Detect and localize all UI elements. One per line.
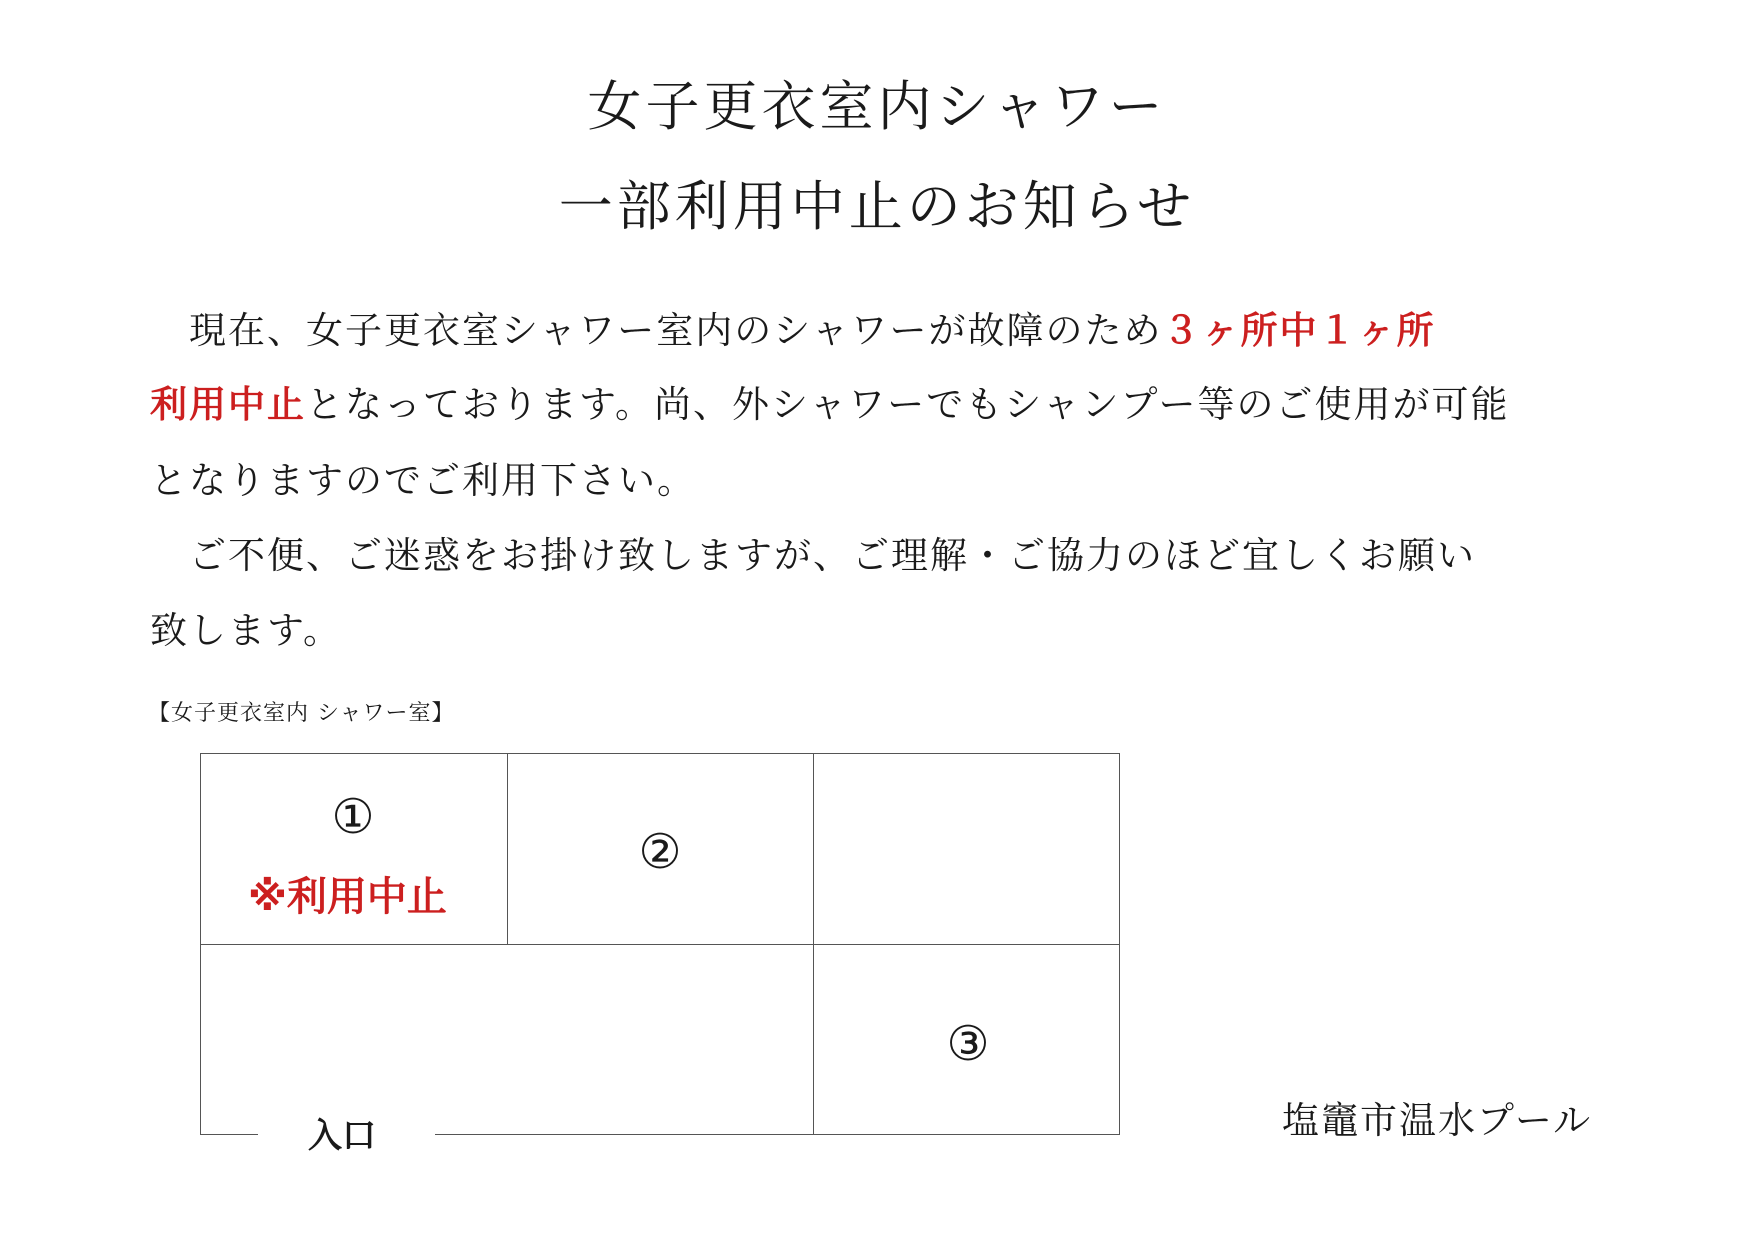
body-line-3: となりますのでご利用下さい。 [150,459,696,502]
body-line-1 [150,309,1436,352]
shower-floor-plan [200,753,1120,1156]
notice-title-line2: 一部利用中止のお知らせ [558,175,1196,238]
plan-wall-bottom-left [200,1134,258,1135]
body-text: 現在、女子更衣室シャワー室内のシャワーが故障のため [150,309,1163,352]
body-line-2 [150,383,1510,426]
booth-1-status: ※利用中止 [248,874,447,920]
booth-1-number: ① [331,789,375,845]
room-label: 【女子更衣室内 シャワー室】 [148,701,455,726]
body-line-4: ご不便、ご迷惑をお掛け致しますが、ご理解・ご協力のほど宜しくお願い [150,534,1476,577]
highlight-count: ３ヶ所中１ヶ所 [1162,309,1436,352]
plan-wall-top [200,753,1120,754]
body-line-5: 致します。 [150,609,343,652]
highlight-suspended: 利用中止 [150,383,306,426]
booth-3-number: ③ [946,1016,990,1072]
body-text: となっております。尚、外シャワーでもシャンプー等のご使用が可能 [306,383,1510,426]
entrance-label: 入口 [308,1116,376,1156]
plan-wall-center [813,753,814,1135]
notice-title-line1: 女子更衣室内シャワー [587,75,1167,138]
plan-wall-bottom-right [435,1134,1120,1135]
plan-wall-booth1-2 [507,753,508,944]
plan-wall-middle [200,944,1120,945]
booth-2-number: ② [638,824,682,880]
organization-name: 塩竈市温水プール [1282,1099,1593,1142]
